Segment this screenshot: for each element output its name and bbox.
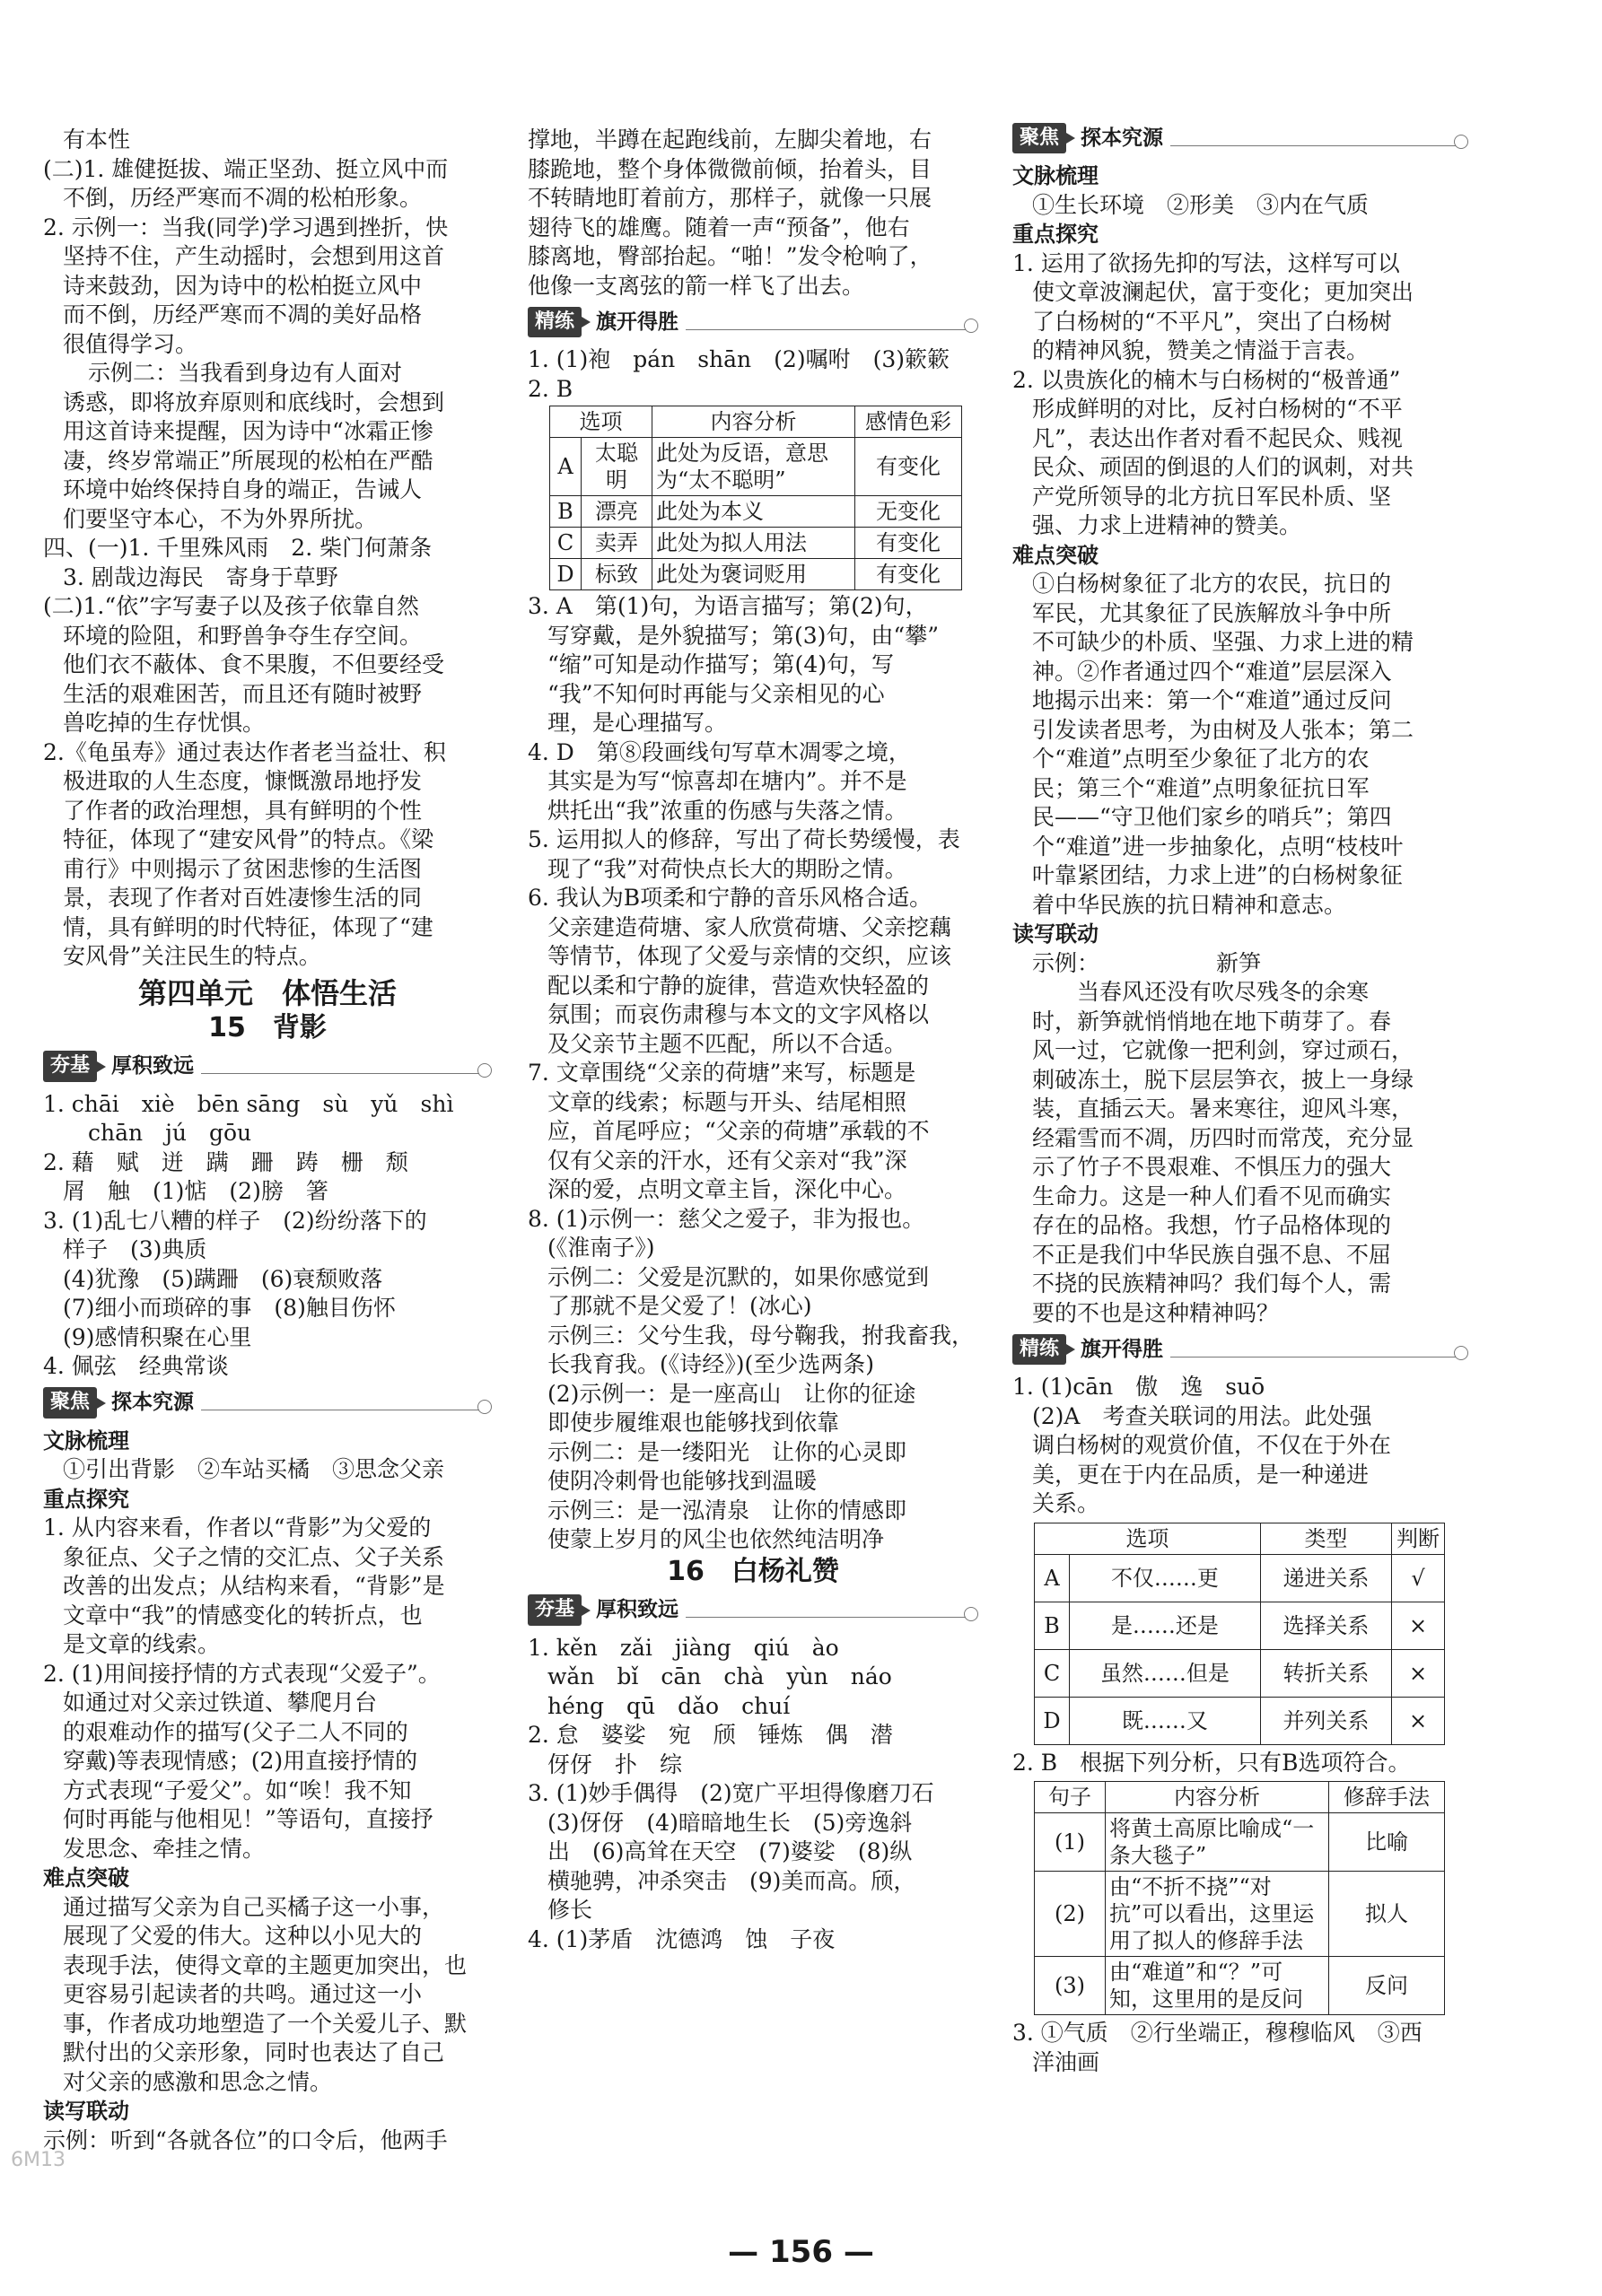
text-line: 了作者的政治理想，具有鲜明的个性 <box>63 797 423 824</box>
text-line: 5. 运用拟人的修辞，写出了荷长势缓慢，表 <box>528 826 960 852</box>
corner-code: 6M13 <box>11 2149 66 2171</box>
text-line: 民众、顽固的倒退的人们的讽刺，对共 <box>1032 454 1414 480</box>
table-cell: B <box>1035 1602 1070 1649</box>
table-cell: D <box>1035 1697 1070 1744</box>
text-line: 示了竹子不畏艰难、不惧压力的强大 <box>1032 1154 1392 1180</box>
text-line: 其实是为写“惊喜却在塘内”。并不是 <box>547 768 907 794</box>
text-line: 而不倒，历经严寒而不凋的美好品格 <box>63 301 423 327</box>
subheading: 读写联动 <box>1012 921 1099 947</box>
table-cell: 不仅……更 <box>1070 1554 1261 1602</box>
unit-title: 第四单元 体悟生活 <box>137 975 397 1010</box>
table-cell: 有变化 <box>855 438 962 496</box>
text-line: 安风骨”关注民生的特点。 <box>63 943 321 969</box>
text-line: 用这首诗来提醒，因为诗中“冰霜正惨 <box>63 418 433 444</box>
text-line: (《淮南子》) <box>547 1235 655 1261</box>
table-cell: 并列关系 <box>1260 1697 1391 1744</box>
text-line: 3. ①气质 ②行坐端正，穆穆临风 ③西 <box>1012 2020 1423 2046</box>
table-header-cell: 内容分析 <box>1106 1782 1329 1813</box>
text-line: 不挠的民族精神吗？我们每个人，需 <box>1032 1270 1392 1296</box>
text-line: 着中华民族的抗日精神和意志。 <box>1032 891 1347 918</box>
text-line: 示例二：是一缕阳光 让你的心灵即 <box>547 1438 907 1465</box>
text-line: 父亲建造荷塘、家人欣赏荷塘、父亲挖藕 <box>547 913 952 940</box>
text-line: 即使步履维艰也能够找到依靠 <box>547 1410 840 1436</box>
analysis-table <box>549 406 962 590</box>
text-line: 氛围；而哀伤肃穆与本文的文字风格以 <box>547 1001 930 1027</box>
table-header-cell: 判断 <box>1392 1523 1445 1554</box>
text-line: 应，首尾呼应；“父亲的荷塘”承载的不 <box>547 1118 930 1144</box>
text-line: 2. 示例一：当我(同学)学习遇到挫折，快 <box>43 214 449 240</box>
text-line: 要的不也是这种精神吗？ <box>1032 1299 1280 1326</box>
text-line: 1. 运用了欲扬先抑的写法，这样写可以 <box>1012 249 1400 276</box>
curl-ornament-icon <box>1454 135 1468 149</box>
text-line: chān jú gōu <box>88 1120 252 1146</box>
section-title: 厚积致远 <box>111 1054 195 1078</box>
text-line: 1. (1)cān 傲 逸 suō <box>1012 1374 1265 1400</box>
text-line: 是文章的线索。 <box>63 1631 221 1657</box>
text-line: 样子 (3)典质 <box>63 1236 207 1262</box>
text-line: 示例三：父兮生我，母兮鞠我，拊我畜我， <box>547 1322 975 1349</box>
text-line: 地揭示出来：第一个“难道”通过反问 <box>1032 687 1392 713</box>
text-line: 时，新笋就悄悄地在地下萌芽了。春 <box>1032 1008 1392 1035</box>
section-title: 厚积致远 <box>596 1598 679 1622</box>
text-line: ①生长环境 ②形美 ③内在气质 <box>1032 191 1370 218</box>
text-line: wǎn bǐ cān chà yùn náo <box>547 1663 892 1689</box>
table-cell: 比喻 <box>1329 1813 1445 1872</box>
table-cell: 既……又 <box>1070 1697 1261 1744</box>
table-header-cell: 内容分析 <box>652 406 854 438</box>
table-row <box>550 528 962 559</box>
curl-ornament-icon <box>1454 1346 1468 1360</box>
text-line: 经霜雪而不凋，历四时而常茂，充分显 <box>1032 1124 1414 1151</box>
table-cell: D <box>550 559 582 590</box>
text-line: 3. 剧哉边海民 寄身于草野 <box>63 563 338 590</box>
table-row <box>1035 1602 1445 1649</box>
text-line: “缩”可知是动作描写；第(4)句，写 <box>547 651 894 677</box>
table-row <box>550 559 962 590</box>
text-line: 风一过，它就像一把利剑，穿过顽石， <box>1032 1037 1414 1063</box>
text-line: ①白杨树象征了北方的农民，抗日的 <box>1032 571 1392 597</box>
text-line: 形成鲜明的对比，反衬白杨树的“不平 <box>1032 396 1403 422</box>
text-line: 诗来鼓劲，因为诗中的松柏挺立风中 <box>63 272 423 299</box>
text-line: 膝离地，臀部抬起。“啪！”发令枪响了， <box>528 243 932 269</box>
text-line: 引发读者思考，为由树及人张本；第二 <box>1032 716 1414 743</box>
text-line: 2. B 根据下列分析，只有B选项符合。 <box>1012 1749 1411 1776</box>
table-cell: B <box>550 496 582 528</box>
text-line: “我”不知何时再能与父亲相见的心 <box>547 680 885 707</box>
table-cell: √ <box>1392 1554 1445 1602</box>
text-line: (2)A 考查关联词的用法。此处强 <box>1032 1402 1372 1429</box>
text-line: 何时再能与他相见！”等语句，直接抒 <box>63 1806 433 1832</box>
text-line: 配以柔和宁静的旋律，营造欢快轻盈的 <box>547 972 930 999</box>
table-cell: 太聪明 <box>582 438 652 496</box>
subheading: 文脉梳理 <box>43 1427 129 1454</box>
text-line: (9)感情积聚在心里 <box>63 1323 252 1350</box>
text-line: 撑地，半蹲在起跑线前，左脚尖着地，右 <box>528 127 932 153</box>
section-header <box>43 1385 492 1421</box>
text-line: (2)示例一：是一座高山 让你的征途 <box>547 1380 916 1407</box>
text-line: 方式表现“子爱父”。如“唉！我不知 <box>63 1777 412 1803</box>
table-cell: 选择关系 <box>1260 1602 1391 1649</box>
text-line: 长我育我。(《诗经》)(至少选两条) <box>547 1351 875 1377</box>
table-cell: × <box>1392 1649 1445 1697</box>
text-line: 们要坚守本心，不为外界所扰。 <box>63 505 378 532</box>
table-cell: × <box>1392 1602 1445 1649</box>
text-line: 通过描写父亲为自己买橘子这一小事， <box>63 1893 445 1920</box>
table-row <box>1035 1957 1445 2015</box>
text-line: 仅有父亲的汗水，还有父亲对“我”深 <box>547 1147 907 1174</box>
text-line: 使蒙上岁月的风尘也依然纯洁明净 <box>547 1526 885 1552</box>
table-cell: 拟人 <box>1329 1872 1445 1957</box>
text-line: 示例二：当我看到身边有人面对 <box>88 360 403 386</box>
text-line: 特征，体现了“建安风骨”的特点。《梁 <box>63 826 434 852</box>
section-tag: 精练 <box>528 307 582 338</box>
divider <box>686 329 966 330</box>
text-line: 存在的品格。我想，竹子品格体现的 <box>1032 1212 1392 1238</box>
text-line: 6. 我认为B项柔和宁静的音乐风格合适。 <box>528 885 932 911</box>
table-row <box>1035 1872 1445 1957</box>
text-line: (4)犹豫 (5)蹒跚 (6)衰颓败落 <box>63 1265 383 1292</box>
text-line: 文章中“我”的情感变化的转折点，也 <box>63 1602 423 1628</box>
text-line: 不正是我们中华民族自强不息、不屈 <box>1032 1241 1392 1268</box>
table-row <box>550 496 962 528</box>
text-line: 他们衣不蔽体、食不果腹，不但要经受 <box>63 651 445 677</box>
text-line: 强、力求上进精神的赞美。 <box>1032 512 1302 538</box>
table-row <box>1035 1649 1445 1697</box>
table-cell: 将黄土高原比喻成“一条大毯子” <box>1106 1813 1329 1872</box>
column-left <box>43 126 492 2155</box>
text-line: 4. D 第⑧段画线句写草木凋零之境， <box>528 738 911 765</box>
text-line: 美，更在于内在品质，是一种递进 <box>1032 1461 1370 1488</box>
text-line: 1. 从内容来看，作者以“背影”为父爱的 <box>43 1515 432 1541</box>
text-line: 神。②作者通过四个“难道”层层深入 <box>1032 658 1392 685</box>
text-line: 默付出的父亲形象，同时也表达了自己 <box>63 2039 445 2065</box>
section-tag: 精练 <box>1012 1334 1066 1366</box>
table-row <box>550 438 962 496</box>
text-line: 示例：听到“各就各位”的口令后，他两手 <box>43 2126 448 2153</box>
text-line: (7)细小而琐碎的事 (8)触目伤怀 <box>63 1295 396 1321</box>
section-tag: 夯基 <box>43 1051 97 1082</box>
text-line: 叶靠紧团结，力求上进”的白杨树象征 <box>1032 862 1403 888</box>
section-header <box>43 1049 492 1085</box>
table-cell: 无变化 <box>855 496 962 528</box>
section-tag: 聚焦 <box>43 1387 97 1419</box>
table-row <box>1035 1697 1445 1744</box>
lesson-title: 15 背影 <box>208 1011 327 1043</box>
text-line: 了白杨树的“不平凡”，突出了白杨树 <box>1032 308 1392 335</box>
column-right <box>1012 126 1468 2077</box>
table-cell: (3) <box>1035 1957 1106 2015</box>
text-line: 如通过对父亲过铁道、攀爬月台 <box>63 1689 378 1715</box>
text-line: 2. (1)用间接抒情的方式表现“父爱子”。 <box>43 1660 441 1687</box>
text-line: 7. 文章围绕“父亲的荷塘”来写，标题是 <box>528 1060 916 1086</box>
text-line: 调白杨树的观赏价值，不仅在于外在 <box>1032 1432 1392 1458</box>
text-line: 示例二：父爱是沉默的，如果你感觉到 <box>547 1263 930 1290</box>
section-header <box>528 304 978 340</box>
text-line: 及父亲节主题不匹配，所以不合适。 <box>547 1030 907 1057</box>
table-cell: 此处为本义 <box>652 496 854 528</box>
table-cell: 有变化 <box>855 559 962 590</box>
essay-title: 新笋 <box>1216 949 1262 976</box>
rhetoric-table <box>1034 1781 1445 2015</box>
table-cell: 漂亮 <box>582 496 652 528</box>
text-line: 2. 藉 赋 迸 蹒 跚 踌 栅 颓 <box>43 1148 408 1175</box>
text-line: 产党所领导的北方抗日军民朴质、坚 <box>1032 483 1392 510</box>
text-line: 有本性 <box>63 127 131 153</box>
text-line: 坚持不住，产生动摇时，会想到用这首 <box>63 243 445 269</box>
text-line: 示例三：是一泓清泉 让你的情感即 <box>547 1497 907 1523</box>
section-header <box>528 1593 978 1628</box>
table-cell: 卖弄 <box>582 528 652 559</box>
text-line: 的精神风貌，赞美之情溢于言表。 <box>1032 337 1370 363</box>
text-line: (3)伢伢 (4)暗暗地生长 (5)旁逸斜 <box>547 1809 913 1836</box>
table-cell: 转折关系 <box>1260 1649 1391 1697</box>
divider <box>686 1617 966 1618</box>
table-cell: 递进关系 <box>1260 1554 1391 1602</box>
curl-ornament-icon <box>477 1063 492 1078</box>
text-line: 装，直插云天。暑来寒往，迎风斗寒， <box>1032 1096 1414 1122</box>
text-line: 深的爱，点明文章主旨，深化中心。 <box>547 1176 907 1202</box>
text-line: 个“难道”点明至少象征了北方的农 <box>1032 746 1370 772</box>
text-line: 不转睛地盯着前方，那样子，就像一只展 <box>528 185 932 211</box>
text-line: 刺破冻土，脱下层层笋衣，披上一身绿 <box>1032 1066 1414 1093</box>
text-line: (二)1.“依”字写妻子以及孩子依靠自然 <box>43 593 419 619</box>
divider <box>201 1073 479 1074</box>
text-line: 现了“我”对荷快点长大的期盼之情。 <box>547 855 907 882</box>
text-line: 1. (1)袍 pán shān (2)嘱咐 (3)簌簌 <box>528 346 950 372</box>
text-line: 发思念、牵挂之情。 <box>63 1835 266 1862</box>
text-line: 等情节，体现了父爱与亲情的交织，应该 <box>547 943 952 969</box>
text-line: 兽吃掉的生存忧惧。 <box>63 710 266 736</box>
table-cell: 此处为拟人用法 <box>652 528 854 559</box>
text-line: 景，表现了作者对百姓凄惨生活的同 <box>63 885 423 911</box>
table-cell: 由“难道”和“？”可知，这里用的是反问 <box>1106 1957 1329 2015</box>
text-line: 了那就不是父爱了！(冰心) <box>547 1293 812 1319</box>
text-line: 烘托出“我”浓重的伤感与失落之情。 <box>547 797 907 824</box>
text-line: 凄，终岁常端正”所展现的松柏在严酷 <box>63 447 433 474</box>
table-cell: 有变化 <box>855 528 962 559</box>
section-title: 探本究源 <box>111 1391 195 1415</box>
table-cell: (1) <box>1035 1813 1106 1872</box>
text-line: 四、(一)1. 千里殊风雨 2. 柴门何萧条 <box>43 535 433 561</box>
subheading: 重点探究 <box>1012 222 1099 247</box>
table-cell: 反问 <box>1329 1957 1445 2015</box>
text-line: ①引出背影 ②车站买橘 ③思念父亲 <box>63 1456 445 1482</box>
table-header-cell: 类型 <box>1260 1523 1391 1554</box>
table-cell: 此处为褒词贬用 <box>652 559 854 590</box>
text-line: 民——“守卫他们家乡的哨兵”；第四 <box>1032 804 1392 830</box>
text-line: 横驰骋，冲杀突击 (9)美而高。颀， <box>547 1867 916 1894</box>
table-cell: 是……还是 <box>1070 1602 1261 1649</box>
table-header-row <box>1035 1782 1445 1813</box>
text-line: 对父亲的感激和思念之情。 <box>63 2068 333 2095</box>
table-cell: C <box>550 528 582 559</box>
text-line: 甫行》中则揭示了贫困悲惨的生活图 <box>63 855 423 882</box>
section-title: 旗开得胜 <box>1081 1337 1164 1361</box>
text-line: 关系。 <box>1032 1490 1100 1516</box>
subheading: 难点突破 <box>43 1865 129 1890</box>
text-line: 1. chāi xiè bēn sāng sù yǔ shì <box>43 1090 454 1117</box>
table-row <box>1035 1813 1445 1872</box>
subheading: 难点突破 <box>1012 542 1099 568</box>
text-line: 屑 触 (1)惦 (2)膀 箸 <box>63 1178 328 1204</box>
text-line: 事，作者成功地塑造了一个关爱儿子、默 <box>63 2010 468 2037</box>
section-tag: 夯基 <box>528 1594 582 1626</box>
text-line: 他像一支离弦的箭一样飞了出去。 <box>528 272 865 299</box>
table-cell: 由“不折不挠”“对抗”可以看出，这里运用了拟人的修辞手法 <box>1106 1872 1329 1957</box>
example-label: 示例： <box>1032 949 1100 976</box>
table-cell: 标致 <box>582 559 652 590</box>
text-line: 生活的艰难困苦，而且还有随时被野 <box>63 680 423 707</box>
section-tag: 聚焦 <box>1012 123 1066 154</box>
text-line: 生命力。这是一种人们看不见而确实 <box>1032 1183 1392 1209</box>
conjunction-table <box>1034 1523 1445 1745</box>
lesson-title: 16 白杨礼赞 <box>667 1555 839 1587</box>
text-line: 当春风还没有吹尽残冬的余寒 <box>1077 979 1370 1005</box>
section-header <box>1012 120 1468 156</box>
divider <box>1170 1357 1456 1358</box>
column-middle <box>528 126 978 1954</box>
text-line: 文章的线索；标题与开头、结尾相照 <box>547 1088 907 1115</box>
text-line: 膝跪地，整个身体微微前倾，抬着头，目 <box>528 155 932 182</box>
text-line: 表现手法，使得文章的主题更加突出，也 <box>63 1951 468 1978</box>
table-cell: 此处为反语，意思为“太不聪明” <box>652 438 854 496</box>
text-line: 个“难道”进一步抽象化，点明“枝枝叶 <box>1032 833 1404 860</box>
table-cell: × <box>1392 1697 1445 1744</box>
text-line: 情，具有鲜明的时代特征，体现了“建 <box>63 913 433 940</box>
page-number: — 156 — <box>728 2234 874 2270</box>
section-title: 旗开得胜 <box>596 310 679 334</box>
text-line: 环境的险阻，和野兽争夺生存空间。 <box>63 622 423 649</box>
text-line: 2.《龟虽寿》通过表达作者老当益壮、积 <box>43 738 446 765</box>
table-cell: A <box>1035 1554 1070 1602</box>
text-line: 3. (1)乱七八糟的样子 (2)纷纷落下的 <box>43 1207 427 1234</box>
text-line: 1. kěn zǎi jiàng qiú ào <box>528 1634 839 1661</box>
text-line: 3. (1)妙手偶得 (2)宽广平坦得像磨刀石 <box>528 1780 934 1806</box>
curl-ornament-icon <box>964 319 978 333</box>
table-header-cell: 选项 <box>1035 1523 1261 1554</box>
table-row <box>1035 1554 1445 1602</box>
text-line: 4. (1)茅盾 沈德鸿 蚀 子夜 <box>528 1925 836 1952</box>
text-line: 8. (1)示例一：慈父之爱子，非为报也。 <box>528 1205 925 1232</box>
text-line: 写穿戴，是外貌描写；第(3)句，由“攀” <box>547 622 939 649</box>
text-line <box>1012 949 1468 979</box>
curl-ornament-icon <box>477 1400 492 1414</box>
section-header <box>1012 1331 1468 1367</box>
text-line: 凡”，表达出作者对看不起民众、贱视 <box>1032 424 1403 451</box>
text-line: 更容易引起读者的共鸣。通过这一小 <box>63 1981 423 2007</box>
text-line: 极进取的人生态度，慷慨激昂地抒发 <box>63 768 423 794</box>
text-line: 使阴冷刺骨也能够找到温暖 <box>547 1468 818 1494</box>
text-line: 穿戴)等表现情感；(2)用直接抒情的 <box>63 1748 418 1774</box>
table-cell: C <box>1035 1649 1070 1697</box>
text-line: 2. 以贵族化的楠木与白杨树的“极普通” <box>1012 366 1401 393</box>
subheading: 文脉梳理 <box>1012 163 1099 188</box>
table-cell: (2) <box>1035 1872 1106 1957</box>
text-line: 民；第三个“难道”点明象征抗日军 <box>1032 774 1370 801</box>
text-line: 不可缺少的朴质、坚强、力求上进的精 <box>1032 629 1414 655</box>
table-header-row <box>1035 1523 1445 1554</box>
text-line: 3. A 第(1)句，为语言描写；第(2)句， <box>528 593 928 619</box>
text-line: 不倒，历经严寒而不凋的松柏形象。 <box>63 185 423 211</box>
table-cell: 虽然……但是 <box>1070 1649 1261 1697</box>
text-line: 伢伢 扑 综 <box>547 1750 683 1777</box>
text-line: 2. B <box>528 375 573 402</box>
table-header-cell: 感情色彩 <box>855 406 962 438</box>
text-line: 展现了父爱的伟大。这种以小见大的 <box>63 1923 423 1949</box>
text-line: 2. 怠 婆娑 宛 颀 锤炼 偶 潜 <box>528 1722 893 1748</box>
text-line: 洋油画 <box>1032 2048 1100 2075</box>
table-header-cell: 句子 <box>1035 1782 1106 1813</box>
section-title: 探本究源 <box>1081 126 1164 150</box>
text-line: 环境中始终保持自身的端正，告诫人 <box>63 476 423 502</box>
text-line: 军民，尤其象征了民族解放斗争中所 <box>1032 599 1392 626</box>
text-line: héng qū dǎo chuí <box>547 1692 791 1719</box>
divider <box>1170 145 1456 146</box>
text-line: 理，是心理描写。 <box>547 710 728 736</box>
table-header-cell: 修辞手法 <box>1329 1782 1445 1813</box>
text-line: 翅待飞的雄鹰。随着一声“预备”，他右 <box>528 214 910 240</box>
subheading: 重点探究 <box>43 1486 129 1512</box>
text-line: 诱惑，即将放弃原则和底线时，会想到 <box>63 388 445 415</box>
curl-ornament-icon <box>964 1607 978 1621</box>
text-line: 出 (6)高耸在天空 (7)婆娑 (8)纵 <box>547 1838 913 1864</box>
text-line: 象征点、父子之情的交汇点、父子关系 <box>63 1543 445 1570</box>
text-line: 很值得学习。 <box>63 330 198 357</box>
text-line: 改善的出发点；从结构来看，“背影”是 <box>63 1573 445 1599</box>
table-header-cell: 选项 <box>550 406 652 438</box>
text-line: 4. 佩弦 经典常谈 <box>43 1353 229 1379</box>
text-line: 的艰难动作的描写(父子二人不同的 <box>63 1718 408 1745</box>
text-line: 修长 <box>547 1897 593 1923</box>
table-header-row <box>550 406 962 438</box>
text-line: 使文章波澜起伏，富于变化；更加突出 <box>1032 279 1414 305</box>
subheading: 读写联动 <box>43 2099 129 2124</box>
table-cell: A <box>550 438 582 496</box>
text-line: (二)1. 雄健挺拔、端正坚劲、挺立风中而 <box>43 155 449 182</box>
